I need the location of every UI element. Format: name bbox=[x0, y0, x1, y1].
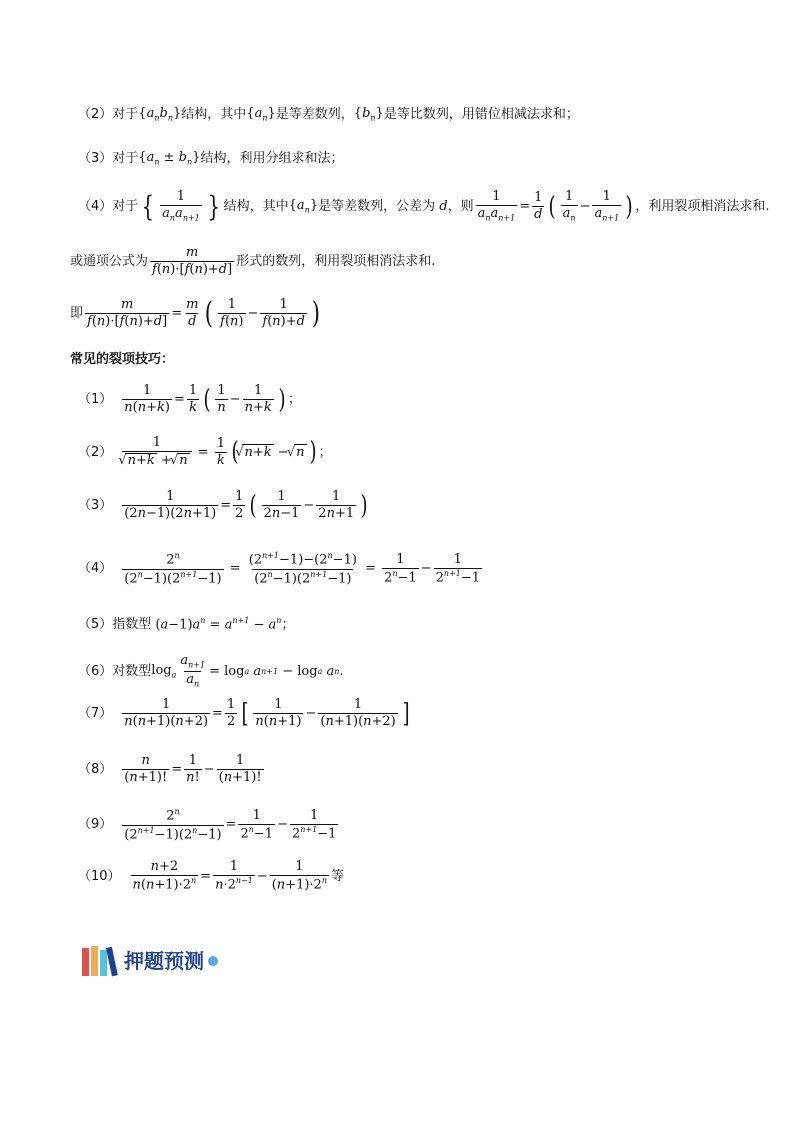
formula: $\frac{m}{f(n)\cdot[f(n)+d]}$ bbox=[152, 245, 233, 278]
text: 结构，其中 bbox=[181, 106, 247, 122]
formula: $\{a_n \pm b_n\}$ bbox=[138, 150, 201, 167]
text: 结构，其中 bbox=[223, 199, 289, 215]
text: 对于 bbox=[112, 199, 139, 215]
technique-5 bbox=[78, 616, 294, 633]
section-title-block bbox=[80, 944, 218, 978]
text: 对于 bbox=[112, 106, 139, 122]
item-label: （5） bbox=[78, 616, 113, 632]
text: 等 bbox=[330, 868, 344, 884]
text: 是等比数列，用错位相减法求和； bbox=[383, 106, 579, 122]
text: 是等差数列，公差为 bbox=[318, 199, 436, 215]
formula: $(a-1)a^n = a^{n+1} - a^n$； bbox=[151, 616, 295, 633]
formula: $\{a_nb_n\}$ bbox=[138, 106, 182, 123]
text: 是等差数列， bbox=[275, 106, 354, 122]
item-4: （4） 对于 { $\frac{1}{a_na_{n+1}}$ } 结构，其中 $\{a_n\}$ 是等差数列，公差为 d ，则 $\frac{1}{a_na_{n+1}}$ = $\frac{1}{d}$ ( $\frac{1}{a_n}$ − $\frac{1}{a_{n+1}}$ ) ，利用裂项相消法求和. bbox=[78, 189, 770, 223]
item-label: （10） bbox=[78, 868, 121, 884]
formula: $\frac{1}{a_na_{n+1}}$ bbox=[162, 189, 200, 223]
item-label: （2） bbox=[78, 106, 113, 122]
section-heading: 常见的裂项技巧： bbox=[70, 352, 175, 367]
section-title: 押题预测 bbox=[124, 949, 204, 973]
item-label: （9） bbox=[78, 817, 113, 833]
formula: $\{a_n\}$ bbox=[288, 198, 319, 215]
text: 对数型 bbox=[112, 664, 152, 680]
text: 或通项公式为 bbox=[70, 254, 149, 269]
text: 指数型 bbox=[112, 616, 152, 632]
item-label: （2） bbox=[78, 444, 113, 460]
text: ，利用裂项相消法求和. bbox=[635, 199, 770, 215]
item-label: （3） bbox=[78, 498, 113, 513]
formula: $\{b_n\}$ bbox=[353, 106, 384, 123]
item-label: （8） bbox=[78, 762, 113, 777]
technique-6: （6） 对数型 $\log_a$ $\frac{a_{n+1}}{a_n}$ = log a a n+1 − log a a n . bbox=[78, 653, 344, 689]
formula: $\log_a$ bbox=[151, 663, 177, 680]
dot-icon bbox=[208, 956, 218, 966]
item-label: （6） bbox=[78, 664, 113, 680]
item-3 bbox=[78, 150, 343, 167]
technique-7: （7） $\frac{1}{n(n+1)(n+2)}$ = $\frac{1}{2}$ [ $\frac{1}{n(n+1)}$ − $\frac{1}{(n+1)(n+2)}$ ] bbox=[78, 697, 410, 730]
technique-2: （2） 1 √ n+k + √ n = $\frac{1}{k}$ ( √ n+k − √ n ) ； bbox=[78, 436, 332, 469]
item-2 bbox=[78, 106, 579, 123]
text: 对于 bbox=[112, 150, 139, 166]
general-form bbox=[70, 246, 435, 278]
text: 结构，利用分组求和法； bbox=[200, 150, 344, 166]
item-label: （7） bbox=[78, 706, 113, 721]
technique-9: （9） $\frac{2^n}{(2^{n+1}-1)(2^n-1)}$ = $\frac{1}{2^n-1}$ − $\frac{1}{2^{n+1}-1}$ bbox=[78, 807, 337, 842]
item-label: （1） bbox=[78, 392, 113, 407]
technique-3: （3） $\frac{1}{(2n-1)(2n+1)}$ = $\frac{1}{2}$ ( $\frac{1}{2n-1}$ − $\frac{1}{2n+1}$ ) bbox=[78, 489, 368, 522]
technique-10: （10） $\frac{n+2}{n(n+1)\cdot 2^n}$ = $\frac{1}{n\cdot 2^{n-1}}$ − $\frac{1}{(n+1)\cdot 2^n}$ 等 bbox=[78, 859, 344, 893]
technique-4: （4） $\frac{2^n}{(2^n-1)(2^{n+1}-1)}$ = $\frac{(2^{n+1}-1)-(2^n-1)}{(2^n-1)(2^{n+1}-1)}$ = $\frac{1}{2^n-1}$ − $\frac{1}{2^{n+1}-1}$ bbox=[78, 551, 481, 586]
item-label: （4） bbox=[78, 199, 113, 215]
text: ，则 bbox=[447, 199, 474, 215]
formula: d bbox=[435, 199, 448, 215]
item-label: （4） bbox=[78, 561, 113, 577]
technique-8: （8） $\frac{n}{(n+1)!}$ = $\frac{1}{n!}$ − $\frac{1}{(n+1)!}$ bbox=[78, 753, 262, 786]
text: 形式的数列，利用裂项相消法求和. bbox=[236, 254, 436, 269]
technique-1: （1） $\frac{1}{n(n+k)}$ = $\frac{1}{k}$ ( $\frac{1}{n}$ − $\frac{1}{n+k}$ ) ； bbox=[78, 383, 301, 416]
item-label: （3） bbox=[78, 150, 113, 166]
identity: 即 $\frac{m}{f(n)\cdot[f(n)+d]}$ = $\frac{m}{d}$ ( $\frac{1}{f(n)}$ − $\frac{1}{f(n)+d}$ ) bbox=[70, 295, 320, 331]
formula: $\{a_n\}$ bbox=[246, 106, 276, 123]
books-icon bbox=[80, 944, 124, 978]
text: 即 bbox=[70, 306, 84, 321]
